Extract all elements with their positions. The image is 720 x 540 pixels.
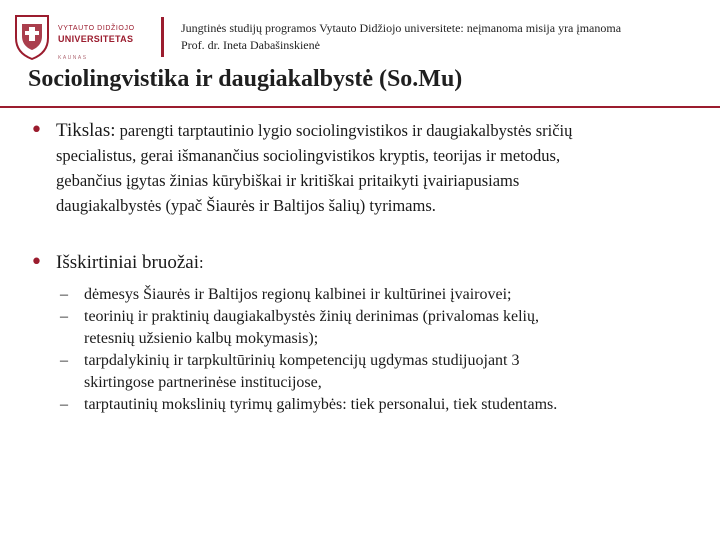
dash-icon: –	[60, 286, 68, 303]
list-item-line: skirtingose partnerinėse institucijose,	[84, 374, 322, 391]
title-rule	[0, 106, 720, 108]
header-subtitle: Jungtinės studijų programos Vytauto Didžiojo universitete: neįmanoma misija yra įmanoma	[181, 21, 622, 35]
list-item	[60, 306, 700, 350]
bullet-goal-text	[56, 118, 716, 218]
bullet-dot-icon: •	[30, 250, 43, 275]
list-item-line: retesnių užsienio kalbų mokymasis);	[84, 330, 319, 347]
logo-text-line2: UNIVERSITETAS	[58, 34, 134, 44]
header-divider	[161, 17, 164, 57]
slide-title: Sociolingvistika ir daugiakalbystė (So.Mu)	[28, 66, 463, 92]
logo-text-line1: VYTAUTO DIDŽIOJO	[58, 25, 135, 32]
list-item-line: tarpdalykinių ir tarpkultūrinių kompetencijų ugdymas studijuojant 3	[84, 352, 520, 369]
logo-text-line4: KAUNAS	[58, 55, 88, 61]
list-item-line: tarptautinių mokslinių tyrimų galimybės: tiek personalui, tiek studentams.	[84, 396, 558, 413]
bullet-features-colon: :	[199, 253, 204, 272]
dash-icon: –	[60, 396, 68, 413]
header-author: Prof. dr. Ineta Dabašinskienė	[181, 38, 320, 52]
list-item-line: dėmesys Šiaurės ir Baltijos regionų kalbinei ir kultūrinei įvairovei;	[84, 286, 512, 303]
university-logo	[12, 12, 142, 60]
bullet-features-heading: Išskirtiniai bruožai	[56, 252, 199, 273]
bullet-features-text	[56, 250, 716, 275]
bullet-goal-line4: daugiakalbystės (ypač Šiaurės ir Baltijos šalių) tyrimams.	[56, 196, 436, 215]
bullet-goal-heading: Tikslas:	[56, 120, 116, 141]
bullet-goal-line3: gebančius įgytas žinias kūrybiškai ir kritiškai pritaikyti įvairiapusiams	[56, 171, 520, 190]
crest-icon	[12, 12, 52, 60]
bullet-goal-line2: specialistus, gerai išmanančius sociolingvistikos kryptis, teorijas ir metodus,	[56, 146, 561, 165]
bullet-dot-icon: •	[30, 118, 43, 143]
header-text	[181, 20, 621, 54]
list-item-line: teorinių ir praktinių daugiakalbystės žinių derinimas (privalomas kelių,	[84, 308, 539, 325]
features-list	[60, 284, 700, 416]
list-item	[60, 284, 700, 306]
bullet-goal-line1: parengti tarptautinio lygio sociolingvistikos ir daugiakalbystės sričių	[115, 121, 573, 140]
list-item	[60, 394, 700, 416]
dash-icon: –	[60, 352, 68, 369]
dash-icon: –	[60, 308, 68, 325]
list-item	[60, 350, 700, 394]
